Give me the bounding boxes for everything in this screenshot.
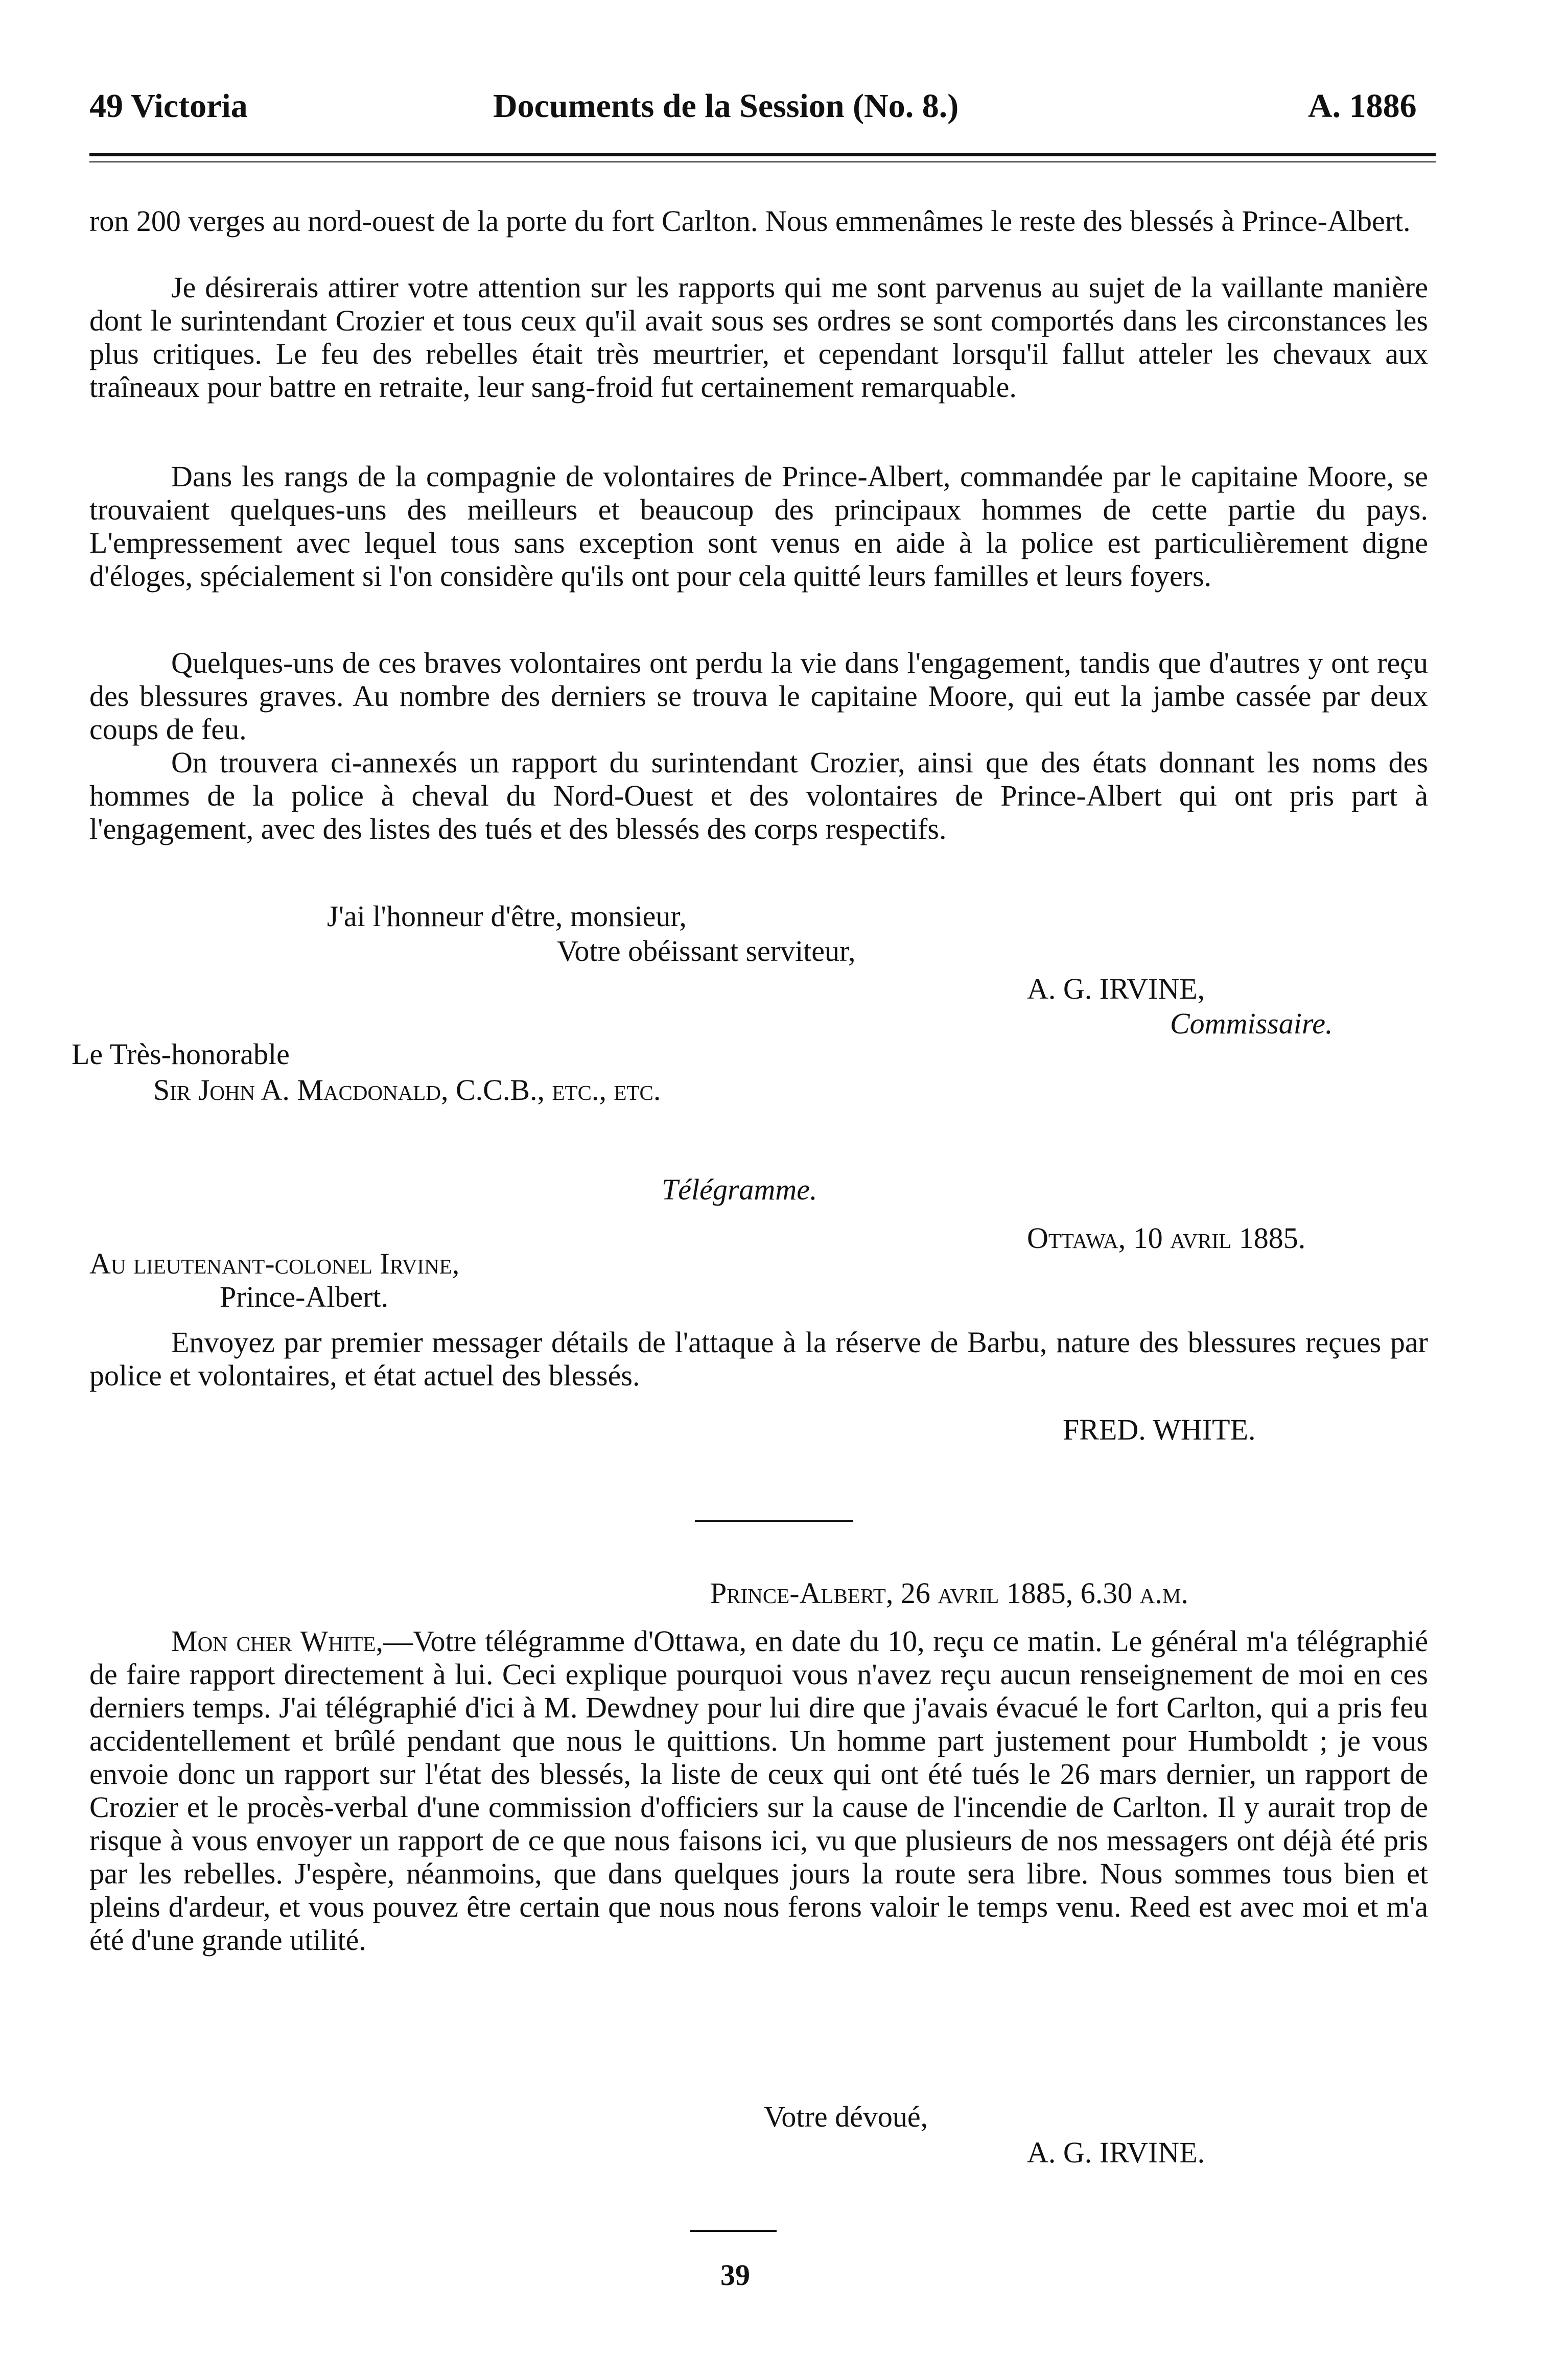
header-rule-thin [89, 161, 1436, 162]
letter1-paragraph-4: Quelques-uns de ces braves volontaires ont perdu la vie dans l'engagement, tandis que d'autres y ont reçu des blessures graves. Au nombre des derniers se trouva le capitaine Moore, qui eut la jambe cassée par deux coups de feu. [89, 646, 1428, 746]
page-number: 39 [720, 2258, 750, 2292]
telegram-signature: FRED. WHITE. [1063, 1413, 1256, 1446]
header-title: Documents de la Session (No. 8.) [493, 87, 959, 125]
letter2-closing: Votre dévoué, [764, 2100, 928, 2133]
letter1-paragraph-5: On trouvera ci-annexés un rapport du surintendant Crozier, ainsi que des états donnant les noms des hommes de la police à cheval du Nord-Ouest et des volontaires de Prince-Albert qui ont pris part à l'engagement, avec des listes des tués et des blessés des corps respectifs. [89, 746, 1428, 845]
telegram-recipient: Au lieutenant-colonel Irvine, [89, 1247, 460, 1280]
telegram-heading: Télégramme. [662, 1173, 817, 1206]
telegram-body: Envoyez par premier messager détails de l'attaque à la réserve de Barbu, nature des blessures reçues par police et volontaires, et état actuel des blessés. [89, 1326, 1428, 1392]
header-volume: 49 Victoria [89, 87, 248, 125]
section-divider [695, 1520, 853, 1522]
letter1-signature-title: Commissaire. [1170, 1007, 1333, 1040]
footer-rule [690, 2230, 777, 2232]
telegram-place-date: Ottawa, 10 avril 1885. [1027, 1221, 1306, 1255]
letter1-addressee-line-1: Le Très-honorable [72, 1038, 290, 1071]
letter2-place-date: Prince-Albert, 26 avril 1885, 6.30 a.m. [710, 1576, 1188, 1610]
letter2-salutation: Mon cher White, [171, 1624, 384, 1658]
letter1-closing-2: Votre obéissant serviteur, [557, 934, 856, 968]
letter2-body: —Votre télégramme d'Ottawa, en date du 10, reçu ce matin. Le général m'a télégraphié de faire rapport directement à lui. Ceci explique pourquoi vous n'avez reçu aucun renseignement de moi en ces derniers temps. J'ai télégraphié d'ici à M. Dewdney pour lui dire que j'avais évacué le fort Carlton, qui a pris feu accidentellement et brûlé pendant que nous le quittions. Un homme part justement pour Humboldt ; je vous envoie donc un rapport sur l'état des blessés, la liste de ceux qui ont été tués le 26 mars dernier, un rapport de Crozier et le procès-verbal d'une commission d'officiers sur la cause de l'incendie de Carlton. Il y aurait trop de risque à vous envoyer un rapport de ce que nous faisons ici, vu que plusieurs de nos messagers ont déjà été pris par les rebelles. J'espère, néanmoins, que dans quelques jours la route sera libre. Nous sommes tous bien et pleins d'ardeur, et vous pouvez être certain que nous nous ferons valoir le temps venu. Reed est avec moi et m'a été d'une grande utilité. [89, 1624, 1428, 1957]
letter1-paragraph-1: ron 200 verges au nord-ouest de la porte du fort Carlton. Nous emmenâmes le reste des blessés à Prince-Albert. [89, 204, 1411, 238]
letter1-addressee-line-2: Sir John A. Macdonald, C.C.B., etc., etc. [153, 1073, 661, 1106]
header-rule-thick [89, 153, 1436, 156]
header-year: A. 1886 [1308, 87, 1417, 125]
letter2-body-paragraph [89, 1624, 1428, 1957]
letter1-closing-1: J'ai l'honneur d'être, monsieur, [327, 900, 687, 933]
letter2-signature: A. G. IRVINE. [1027, 2136, 1205, 2169]
telegram-recipient-place: Prince-Albert. [220, 1280, 389, 1313]
letter1-paragraph-2: Je désirerais attirer votre attention sur les rapports qui me sont parvenus au sujet de la vaillante manière dont le surintendant Crozier et tous ceux qu'il avait sous ses ordres se sont comportés dans les circonstances les plus critiques. Le feu des rebelles était très meurtrier, et cependant lorsqu'il fallut atteler les chevaux aux traîneaux pour battre en retraite, leur sang-froid fut certainement remarquable. [89, 271, 1428, 404]
letter1-signature: A. G. IRVINE, [1027, 972, 1205, 1005]
letter1-paragraph-3: Dans les rangs de la compagnie de volontaires de Prince-Albert, commandée par le capitaine Moore, se trouvaient quelques-uns des meilleurs et beaucoup des principaux hommes de cette partie du pays. L'empressement avec lequel tous sans exception sont venus en aide à la police est particulièrement digne d'éloges, spécialement si l'on considère qu'ils ont pour cela quitté leurs familles et leurs foyers. [89, 460, 1428, 593]
